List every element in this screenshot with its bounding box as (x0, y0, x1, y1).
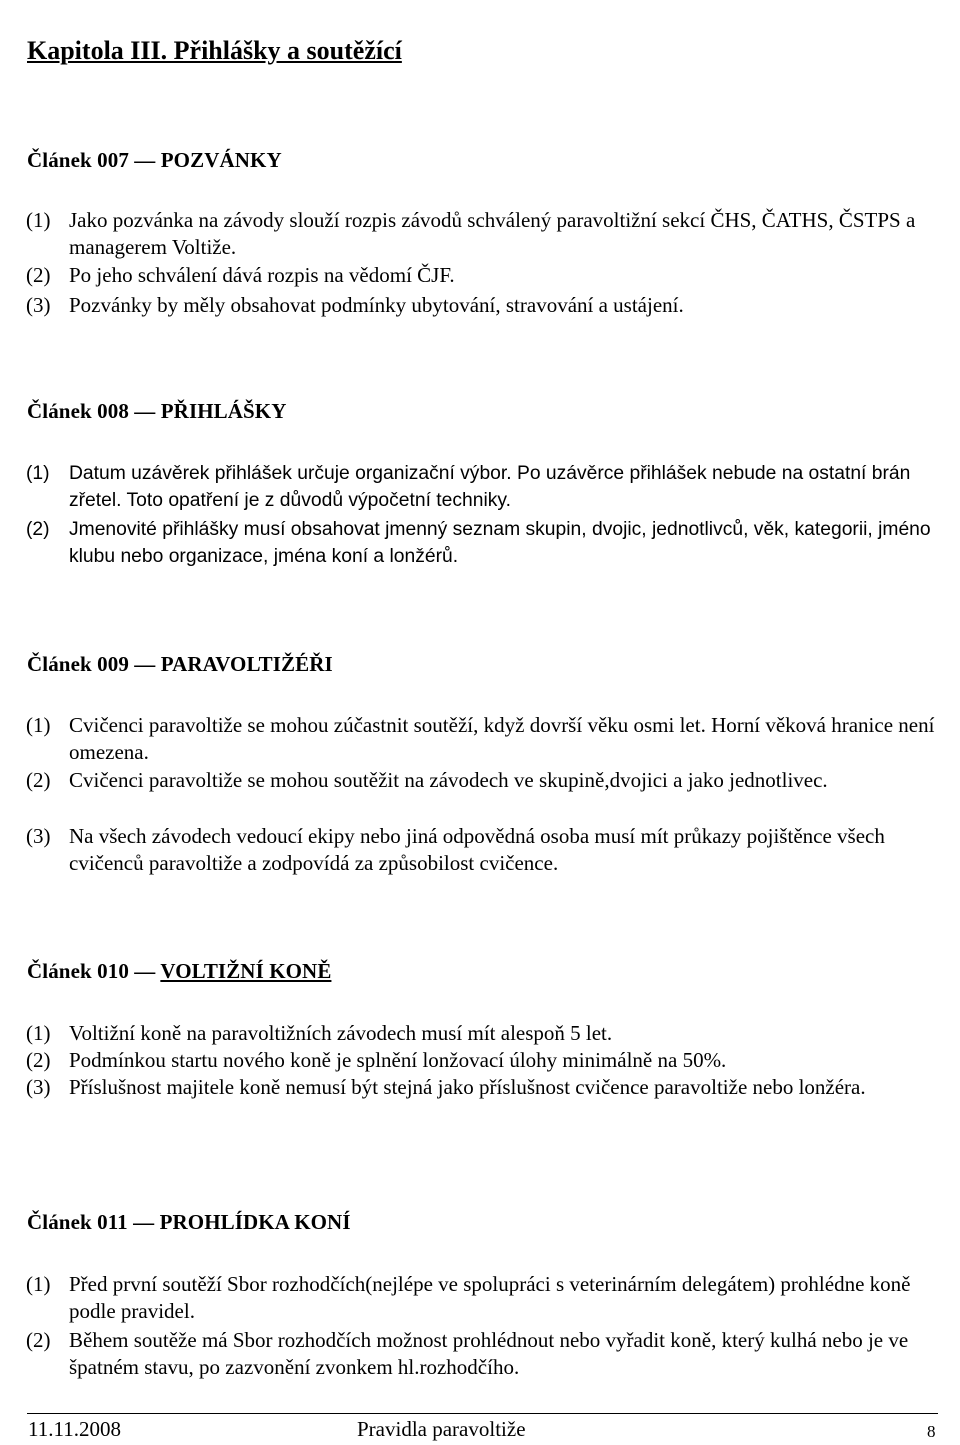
article-number: Článek 008 (27, 399, 129, 423)
article-title: VOLTIŽNÍ KONĚ (160, 959, 332, 983)
footer-title: Pravidla paravoltiže (357, 1417, 526, 1441)
list-item (26, 823, 946, 877)
item-text: Během soutěže má Sbor rozhodčích možnost prohlédnout nebo vyřadit koně, který kulhá nebo je ve špatném stavu, po zazvonění zvonkem hl.rozhodčího. (69, 1328, 909, 1379)
article-title: POZVÁNKY (160, 148, 282, 172)
article-number: Článek 011 (27, 1210, 128, 1234)
item-text: Příslušnost majitele koně nemusí být stejná jako příslušnost cvičence paravoltiže nebo lonžéra. (69, 1075, 866, 1099)
list-item (26, 262, 946, 289)
list-item (26, 1074, 946, 1101)
item-text: Cvičenci paravoltiže se mohou zúčastnit soutěží, když dovrší věku osmi let. Horní věková hranice není omezena. (69, 713, 935, 764)
article-title: PROHLÍDKA KONÍ (159, 1210, 351, 1234)
item-number: (2) (26, 519, 50, 540)
item-number: (1) (26, 1272, 51, 1296)
article-number: Článek 009 (27, 652, 129, 676)
list-item (26, 516, 946, 570)
article-heading-007: Článek 007 — POZVÁNKY (27, 148, 282, 172)
item-number: (1) (26, 713, 51, 737)
item-text: Po jeho schválení dává rozpis na vědomí ČJF. (69, 263, 455, 287)
article-heading-008: Článek 008 — PŘIHLÁŠKY (27, 399, 287, 423)
article-heading-010: Článek 010 — VOLTIŽNÍ KONĚ (27, 959, 332, 983)
item-number: (2) (26, 1048, 51, 1072)
list-item (26, 207, 946, 261)
article-number: Článek 010 (27, 959, 129, 983)
item-number: (3) (26, 293, 51, 317)
item-number: (1) (26, 1021, 51, 1045)
list-item (26, 1020, 946, 1047)
list-item (26, 767, 946, 794)
article-number: Článek 007 (27, 148, 129, 172)
list-item (26, 1327, 946, 1381)
item-text: Jmenovité přihlášky musí obsahovat jmenný seznam skupin, dvojic, jednotlivců, věk, kategorii, jméno klubu nebo organizace, jména koní a lonžérů. (69, 519, 931, 567)
footer-date: 11.11.2008 (28, 1417, 121, 1441)
article-heading-009: Článek 009 — PARAVOLTIŽÉŘI (27, 652, 333, 676)
list-item (26, 292, 946, 319)
item-number: (1) (26, 463, 50, 484)
item-text: Voltižní koně na paravoltižních závodech musí mít alespoň 5 let. (69, 1021, 613, 1045)
list-item (26, 712, 946, 766)
item-number: (3) (26, 1075, 51, 1099)
item-text: Podmínkou startu nového koně je splnění lonžovací úlohy minimálně na 50%. (69, 1048, 727, 1072)
item-text: Cvičenci paravoltiže se mohou soutěžit na závodech ve skupině,dvojici a jako jednotlivec. (69, 768, 828, 792)
item-text: Před první soutěží Sbor rozhodčích(nejlépe ve spolupráci s veterinárním delegátem) prohlédne koně podle pravidel. (69, 1272, 911, 1323)
article-title: PARAVOLTIŽÉŘI (160, 652, 333, 676)
list-item (26, 1047, 946, 1074)
item-number: (3) (26, 824, 51, 848)
item-text: Jako pozvánka na závody slouží rozpis závodů schválený paravoltižní sekcí ČHS, ČATHS, ČSTPS a managerem Voltiže. (69, 208, 916, 259)
page-number: 8 (927, 1422, 936, 1441)
article-title: PŘIHLÁŠKY (160, 399, 287, 423)
item-text: Na všech závodech vedoucí ekipy nebo jiná odpovědná osoba musí mít průkazy pojištěnce všech cvičenců paravoltiže a zodpovídá za způsobilost cvičence. (69, 824, 885, 875)
item-number: (2) (26, 263, 51, 287)
footer-divider (27, 1413, 938, 1414)
article-heading-011: Článek 011 — PROHLÍDKA KONÍ (27, 1210, 351, 1234)
chapter-title: Kapitola III. Přihlášky a soutěžící (27, 36, 402, 65)
list-item (26, 460, 946, 514)
item-text: Datum uzávěrek přihlášek určuje organizační výbor. Po uzávěrce přihlášek nebude na ostatní brán zřetel. Toto opatření je z důvodů výpočetní techniky. (69, 463, 911, 511)
item-number: (2) (26, 1328, 51, 1352)
list-item (26, 1271, 946, 1325)
item-number: (1) (26, 208, 51, 232)
item-text: Pozvánky by měly obsahovat podmínky ubytování, stravování a ustájení. (69, 293, 684, 317)
item-number: (2) (26, 768, 51, 792)
